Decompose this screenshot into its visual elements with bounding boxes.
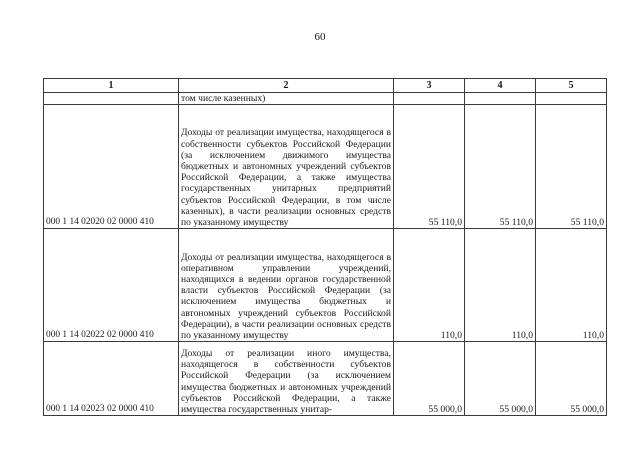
row-value-5: 55 000,0 <box>536 342 607 416</box>
continuation-row <box>44 93 607 105</box>
column-header-5: 5 <box>536 79 607 93</box>
row-value-4: 110,0 <box>465 229 536 342</box>
row-code: 000 1 14 02023 02 0000 410 <box>44 342 179 416</box>
row-value-4: 55 110,0 <box>465 105 536 229</box>
row-value-4: 55 000,0 <box>465 342 536 416</box>
page-number: 60 <box>314 31 326 43</box>
continuation-cell-5 <box>536 93 607 105</box>
continuation-cell-3 <box>394 93 465 105</box>
table-row <box>44 105 607 229</box>
row-description: Доходы от реализации имущества, находящегося в оперативном управлении учреждений, находящихся в ведении органов государственной власти субъектов Российской Федерации (за исключением имущества бюджетных и автономных учреждений субъектов Российской Федерации), в части реализации основных средств по указанному имуществу <box>179 229 394 342</box>
column-header-2: 2 <box>179 79 394 93</box>
row-description: Доходы от реализации иного имущества, находящегося в собственности субъектов Российской Федерации (за исключением имущества бюджетных и автономных учреждений субъектов Российской Федерации, а также имущества государственных унитар- <box>179 342 394 416</box>
column-header-3: 3 <box>394 79 465 93</box>
row-value-3: 55 110,0 <box>394 105 465 229</box>
row-value-5: 110,0 <box>536 229 607 342</box>
row-value-5: 55 110,0 <box>536 105 607 229</box>
row-description: Доходы от реализации имущества, находящегося в собственности субъектов Российской Федерации (за исключением движимого имущества бюджетных и автономных учреждений субъектов Российской Федерации, а также имущества государственных унитарных предприятий субъектов Российской Федерации, в том числе казенных), в части реализации основных средств по указанному имуществу <box>179 105 394 229</box>
revenue-table <box>43 78 607 416</box>
table-row <box>44 229 607 342</box>
continuation-description: том числе казенных) <box>179 93 394 105</box>
row-value-3: 110,0 <box>394 229 465 342</box>
column-header-1: 1 <box>44 79 179 93</box>
continuation-code-cell <box>44 93 179 105</box>
table-row <box>44 342 607 416</box>
column-header-4: 4 <box>465 79 536 93</box>
row-value-3: 55 000,0 <box>394 342 465 416</box>
table-header-row <box>44 79 607 93</box>
row-code: 000 1 14 02022 02 0000 410 <box>44 229 179 342</box>
row-code: 000 1 14 02020 02 0000 410 <box>44 105 179 229</box>
continuation-cell-4 <box>465 93 536 105</box>
